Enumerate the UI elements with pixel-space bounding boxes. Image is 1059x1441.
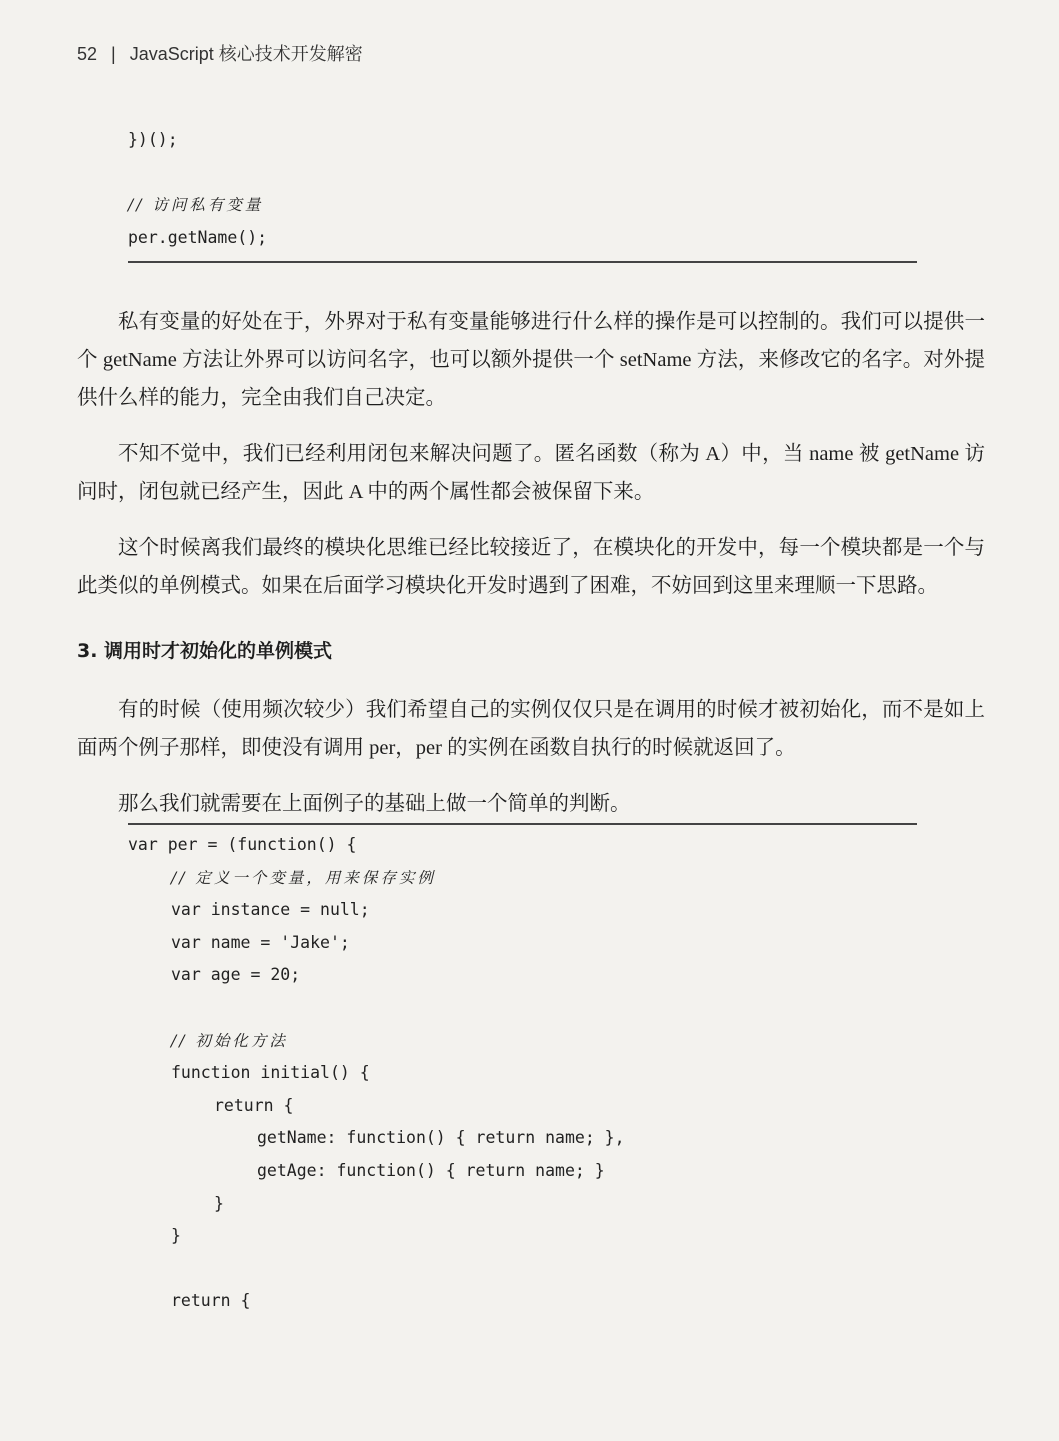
code-block-1: [128, 124, 267, 254]
code-rule-bottom: [128, 261, 917, 263]
code-line: function initial() {: [171, 1063, 370, 1083]
code-line: }: [171, 1226, 181, 1246]
paragraph: 不知不觉中，我们已经利用闭包来解决问题了。匿名函数（称为 A）中，当 name 被 getName 访问时，闭包就已经产生，因此 A 中的两个属性都会被保留下来。: [77, 443, 985, 503]
code-rule-top: [128, 823, 917, 825]
code-line: [128, 157, 267, 190]
book-title: JavaScript 核心技术开发解密: [129, 44, 363, 64]
code-line: var age = 20;: [171, 965, 301, 985]
code-line: getName: function() { return name; },: [257, 1128, 625, 1148]
code-comment: // 初始化方法: [171, 1031, 288, 1050]
paragraph: 私有变量的好处在于，外界对于私有变量能够进行什么样的操作是可以控制的。我们可以提供一个 getName 方法让外界可以访问名字，也可以额外提供一个 setName 方法，来修改它的名字。对外提供什么样的能力，完全由我们自己决定。: [77, 311, 985, 409]
code-comment: // 定义一个变量，用来保存实例: [171, 868, 436, 887]
header-separator: |: [111, 44, 116, 64]
code-line: [128, 1253, 625, 1286]
code-line: return {: [171, 1291, 251, 1311]
code-block-2: [128, 829, 625, 1318]
code-comment: // 访问私有变量: [128, 196, 264, 215]
code-line: var per = (function() {: [128, 835, 357, 854]
running-header: [77, 40, 363, 66]
code-line: var name = 'Jake';: [171, 932, 350, 952]
code-line: return {: [214, 1095, 294, 1115]
paragraph: 有的时候（使用频次较少）我们希望自己的实例仅仅只是在调用的时候才被初始化，而不是如上面两个例子那样，即使没有调用 per，per 的实例在函数自执行的时候就返回了。: [77, 699, 985, 759]
body-text-1: [77, 303, 985, 623]
section-heading: 3. 调用时才初始化的单例模式: [77, 640, 333, 662]
page-number: 52: [77, 44, 98, 64]
paragraph: 这个时候离我们最终的模块化思维已经比较接近了，在模块化的开发中，每一个模块都是一个与此类似的单例模式。如果在后面学习模块化开发时遇到了困难，不妨回到这里来理顺一下思路。: [77, 537, 985, 597]
code-line: per.getName();: [128, 227, 268, 247]
code-line: var instance = null;: [171, 900, 370, 920]
paragraph: 那么我们就需要在上面例子的基础上做一个简单的判断。: [118, 793, 631, 815]
body-text-2: [77, 691, 985, 841]
code-line: [128, 992, 625, 1025]
code-line: }: [214, 1193, 224, 1213]
code-line: getAge: function() { return name; }: [257, 1160, 605, 1180]
code-line: })();: [128, 130, 178, 149]
